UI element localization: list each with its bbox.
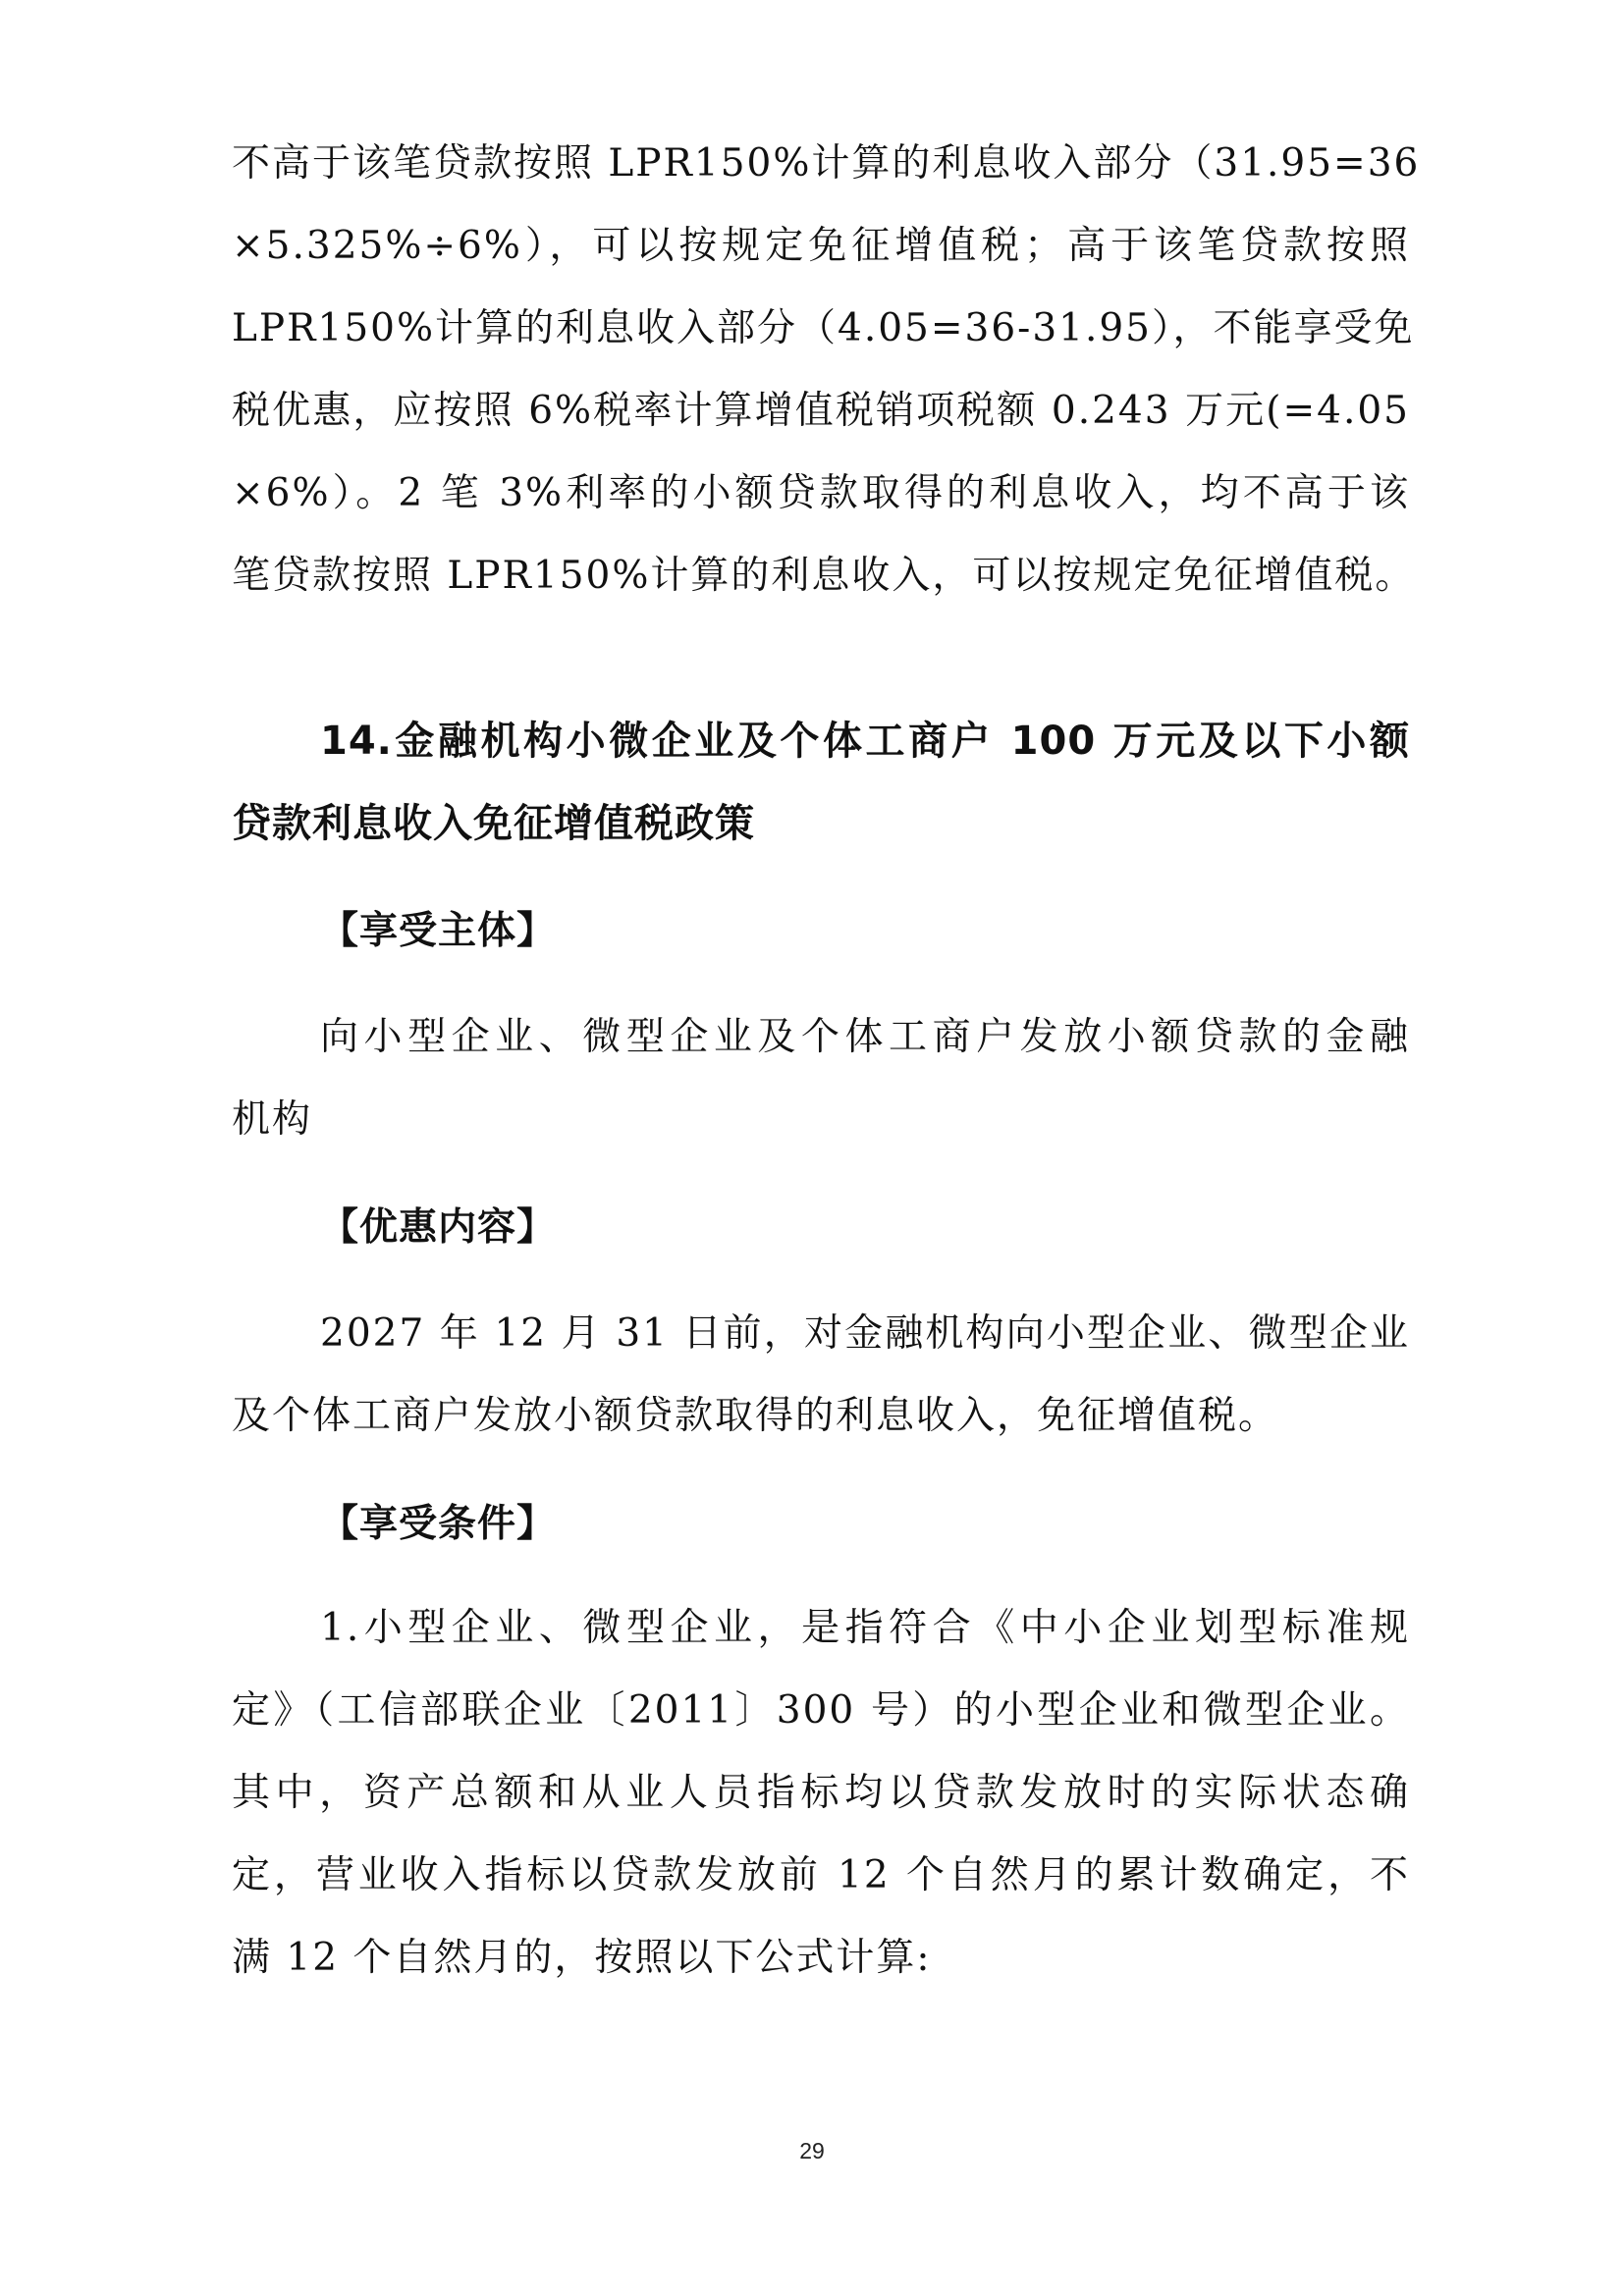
eligible-entity-line-1: 向小型企业、微型企业及个体工商户发放小额贷款的金融 bbox=[320, 1015, 1410, 1059]
policy-heading-line-1: 14.金融机构小微企业及个体工商户 100 万元及以下小额 bbox=[320, 719, 1410, 764]
eligible-entity-label: 【享受主体】 bbox=[320, 909, 557, 953]
conditions-line-5: 满 12 个自然月的，按照以下公式计算: bbox=[232, 1936, 932, 1980]
benefit-content-line-2: 及个体工商户发放小额贷款取得的利息收入，免征增值税。 bbox=[232, 1394, 1279, 1438]
intro-line-1: 不高于该笔贷款按照 LPR150%计算的利息收入部分（31.95=36 bbox=[232, 141, 1421, 186]
benefit-content-line-1: 2027 年 12 月 31 日前，对金融机构向小型企业、微型企业 bbox=[320, 1311, 1410, 1356]
conditions-line-2: 定》（工信部联企业〔2011〕300 号）的小型企业和微型企业。 bbox=[232, 1688, 1410, 1733]
intro-line-4: 税优惠，应按照 6%税率计算增值税销项税额 0.243 万元(=4.05 bbox=[232, 389, 1410, 433]
conditions-label: 【享受条件】 bbox=[320, 1502, 557, 1546]
conditions-line-4: 定，营业收入指标以贷款发放前 12 个自然月的累计数确定，不 bbox=[232, 1853, 1410, 1897]
conditions-line-1: 1.小型企业、微型企业，是指符合《中小企业划型标准规 bbox=[320, 1606, 1410, 1650]
intro-line-5: ×6%）。2 笔 3%利率的小额贷款取得的利息收入，均不高于该 bbox=[232, 471, 1410, 515]
eligible-entity-line-2: 机构 bbox=[232, 1097, 313, 1142]
policy-heading-line-2: 贷款利息收入免征增值税政策 bbox=[232, 801, 755, 846]
intro-line-2: ×5.325%÷6%），可以按规定免征增值税；高于该笔贷款按照 bbox=[232, 224, 1410, 268]
benefit-content-label: 【优惠内容】 bbox=[320, 1205, 557, 1250]
page-number: 29 bbox=[799, 2138, 825, 2163]
intro-line-6: 笔贷款按照 LPR150%计算的利息收入，可以按规定免征增值税。 bbox=[232, 554, 1416, 598]
intro-line-3: LPR150%计算的利息收入部分（4.05=36-31.95），不能享受免 bbox=[232, 306, 1415, 350]
conditions-line-3: 其中，资产总额和从业人员指标均以贷款发放时的实际状态确 bbox=[232, 1771, 1410, 1815]
